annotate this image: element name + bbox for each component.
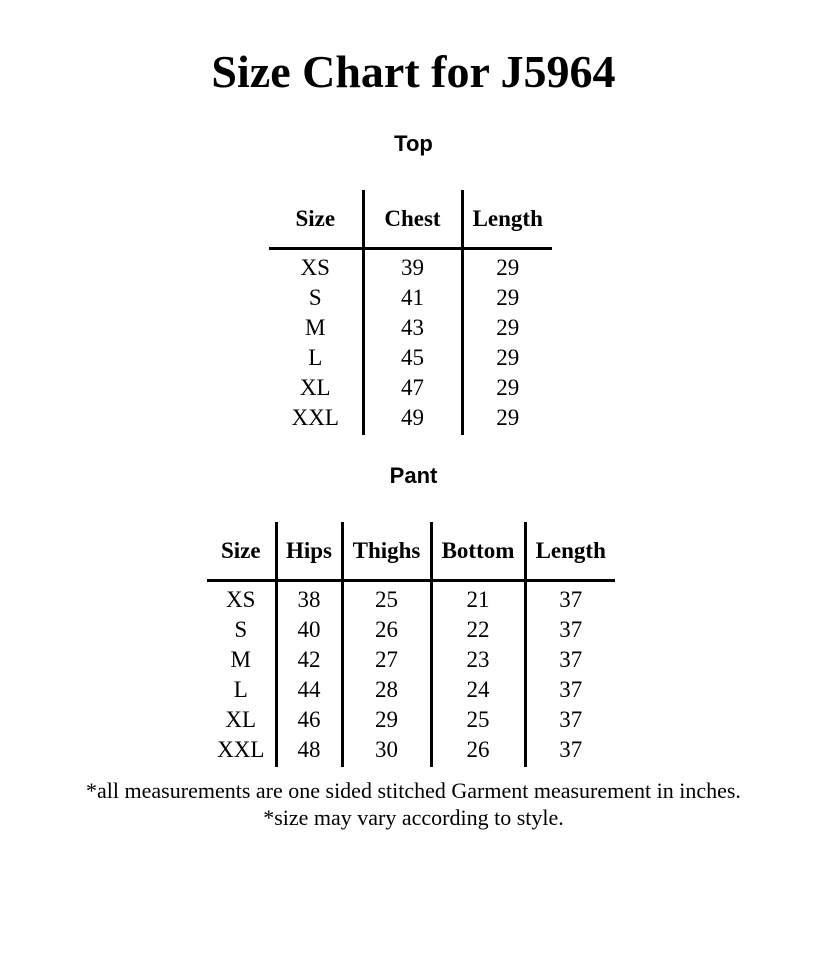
pant-col-bottom-header: Bottom — [431, 522, 525, 581]
table-row — [207, 675, 615, 705]
top-length-cell: 29 — [462, 283, 552, 313]
pant-size-cell: L — [233, 677, 248, 702]
pant-length-cell: 37 — [525, 675, 615, 705]
top-col-chest-header: Chest — [363, 190, 462, 249]
top-length-cell: 29 — [462, 403, 552, 435]
pant-col-hips-header: Hips — [276, 522, 342, 581]
pant-thighs-cell: 30 — [342, 735, 431, 767]
pant-bottom-cell: 25 — [431, 705, 525, 735]
pant-hips-cell: 40 — [276, 615, 342, 645]
pant-col-thighs-header: Thighs — [342, 522, 431, 581]
pant-size-cell: XS — [226, 587, 256, 612]
pant-length-cell: 37 — [525, 735, 615, 767]
pant-bottom-cell: 24 — [431, 675, 525, 705]
table-row — [207, 705, 615, 735]
top-size-table — [269, 190, 552, 435]
pant-size-cell: S — [234, 617, 248, 642]
pant-length-cell: 37 — [525, 705, 615, 735]
pant-hips-cell: 46 — [276, 705, 342, 735]
top-length-cell: 29 — [462, 249, 552, 284]
style-note: *size may vary according to style. — [263, 805, 564, 830]
top-col-length-header: Length — [462, 190, 552, 249]
pant-col-length-header: Length — [525, 522, 615, 581]
pant-section-heading: Pant — [389, 463, 438, 488]
pant-hips-cell: 42 — [276, 645, 342, 675]
top-section-heading: Top — [394, 131, 433, 156]
pant-length-cell: 37 — [525, 581, 615, 616]
top-table-header-row — [269, 190, 552, 249]
pant-bottom-cell: 22 — [431, 615, 525, 645]
top-length-cell: 29 — [462, 313, 552, 343]
table-row — [269, 249, 552, 284]
pant-length-cell: 37 — [525, 615, 615, 645]
pant-size-cell: M — [230, 647, 251, 672]
top-chest-cell: 43 — [363, 313, 462, 343]
table-row — [207, 581, 615, 616]
top-chest-cell: 45 — [363, 343, 462, 373]
top-size-cell: M — [305, 315, 326, 340]
top-size-cell: XXL — [291, 405, 339, 430]
pant-thighs-cell: 27 — [342, 645, 431, 675]
top-length-cell: 29 — [462, 343, 552, 373]
table-row — [207, 735, 615, 767]
table-row — [269, 313, 552, 343]
top-length-cell: 29 — [462, 373, 552, 403]
pant-size-cell: XXL — [217, 737, 265, 762]
pant-col-size-header: Size — [207, 522, 276, 581]
measurement-note: *all measurements are one sided stitched Garment measurement in inches. — [86, 778, 741, 803]
pant-bottom-cell: 21 — [431, 581, 525, 616]
table-row — [269, 283, 552, 313]
top-size-cell: XL — [299, 375, 331, 400]
page-title: Size Chart for J5964 — [211, 46, 616, 97]
pant-thighs-cell: 29 — [342, 705, 431, 735]
pant-thighs-cell: 28 — [342, 675, 431, 705]
table-row — [269, 373, 552, 403]
pant-hips-cell: 48 — [276, 735, 342, 767]
pant-bottom-cell: 26 — [431, 735, 525, 767]
top-chest-cell: 41 — [363, 283, 462, 313]
pant-size-cell: XL — [225, 707, 257, 732]
top-chest-cell: 49 — [363, 403, 462, 435]
table-row — [207, 615, 615, 645]
pant-length-cell: 37 — [525, 645, 615, 675]
top-chest-cell: 47 — [363, 373, 462, 403]
pant-hips-cell: 44 — [276, 675, 342, 705]
top-size-cell: XS — [300, 255, 330, 280]
pant-thighs-cell: 26 — [342, 615, 431, 645]
top-size-cell: L — [308, 345, 323, 370]
pant-table-header-row — [207, 522, 615, 581]
table-row — [269, 403, 552, 435]
table-row — [269, 343, 552, 373]
top-size-cell: S — [308, 285, 322, 310]
table-row — [207, 645, 615, 675]
pant-hips-cell: 38 — [276, 581, 342, 616]
pant-size-table — [207, 522, 615, 767]
pant-thighs-cell: 25 — [342, 581, 431, 616]
pant-bottom-cell: 23 — [431, 645, 525, 675]
top-col-size-header: Size — [269, 190, 363, 249]
top-chest-cell: 39 — [363, 249, 462, 284]
